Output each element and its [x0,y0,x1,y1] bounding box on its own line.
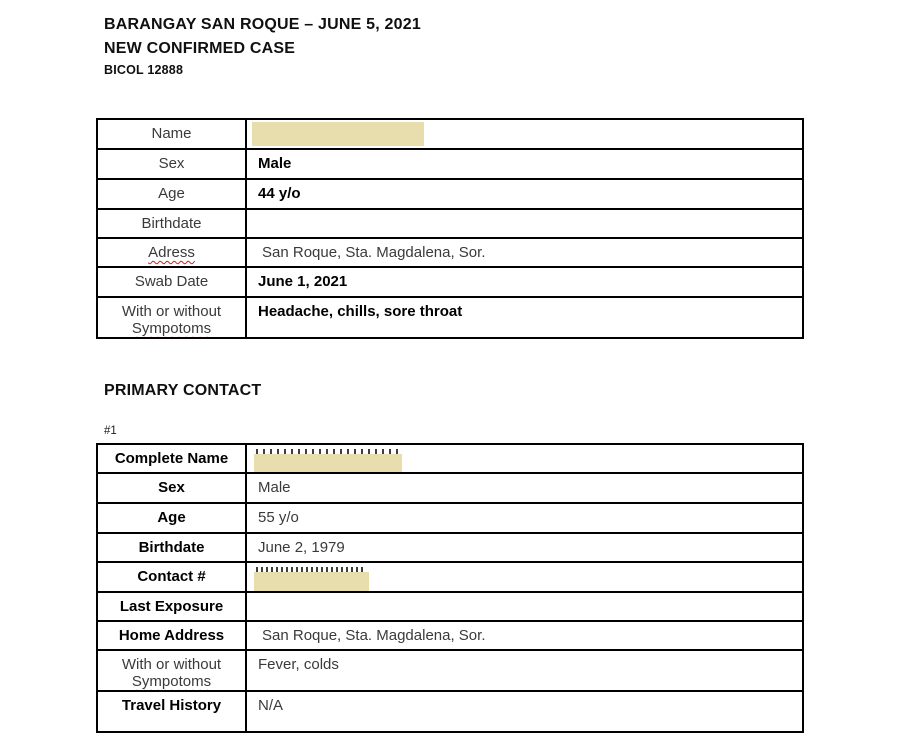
row-label: Birthdate [97,533,246,562]
row-value [246,444,803,473]
row-label-line1: With or without [121,656,222,673]
header-title-line2: NEW CONFIRMED CASE [104,40,296,57]
row-value [246,119,803,149]
misspelled-word: Adress [148,244,195,261]
table-row-travel-history [97,691,803,732]
misspelled-word: Sympotoms [131,320,212,337]
row-label: Birthdate [97,209,246,238]
row-value [246,592,803,621]
primary-contact-table [96,443,804,733]
row-label: Age [97,179,246,209]
table-row-sex [97,149,803,179]
misspelled-word: Sympotoms [131,673,212,690]
table-row-name [97,119,803,149]
contact-number-label: #1 [104,425,117,437]
row-value: Male [246,149,803,179]
redaction-box [252,122,424,146]
table-row-sex [97,473,803,503]
redaction-box [254,454,402,473]
row-value: 55 y/o [246,503,803,533]
table-row-last-exposure [97,592,803,621]
row-value [246,562,803,592]
row-value: Headache, chills, sore throat [246,297,803,338]
table-row-home-address [97,621,803,650]
row-value: San Roque, Sta. Magdalena, Sor. [246,238,803,267]
row-label: Age [97,503,246,533]
primary-contact-heading: PRIMARY CONTACT [104,382,262,399]
table-row-birthdate [97,209,803,238]
row-label: Last Exposure [97,592,246,621]
row-value: San Roque, Sta. Magdalena, Sor. [246,621,803,650]
row-label: Contact # [97,562,246,592]
table-row-birthdate [97,533,803,562]
row-label: Travel History [97,691,246,732]
row-label: Swab Date [97,267,246,297]
row-value: Fever, colds [246,650,803,691]
table-row-contact-number [97,562,803,592]
row-label: Sex [97,473,246,503]
row-value: June 2, 1979 [246,533,803,562]
table-row-address [97,238,803,267]
row-label: Sex [97,149,246,179]
row-value: Male [246,473,803,503]
document-header [104,13,421,80]
table-row-symptoms [97,297,803,338]
header-title-line3: BICOL 12888 [104,63,184,77]
header-title-line1: BARANGAY SAN ROQUE – JUNE 5, 2021 [104,16,421,33]
row-label: Home Address [97,621,246,650]
row-value [246,209,803,238]
case-table [96,118,804,339]
row-label [97,650,246,691]
row-label [97,297,246,338]
table-row-age [97,179,803,209]
row-value: N/A [246,691,803,732]
table-row-symptoms [97,650,803,691]
row-label: Complete Name [97,444,246,473]
row-value: 44 y/o [246,179,803,209]
table-row-complete-name [97,444,803,473]
row-label [97,238,246,267]
row-label-line1: With or without [121,303,222,320]
redaction-box [254,572,369,591]
row-value: June 1, 2021 [246,267,803,297]
table-row-swab-date [97,267,803,297]
row-label: Name [97,119,246,149]
table-row-age [97,503,803,533]
